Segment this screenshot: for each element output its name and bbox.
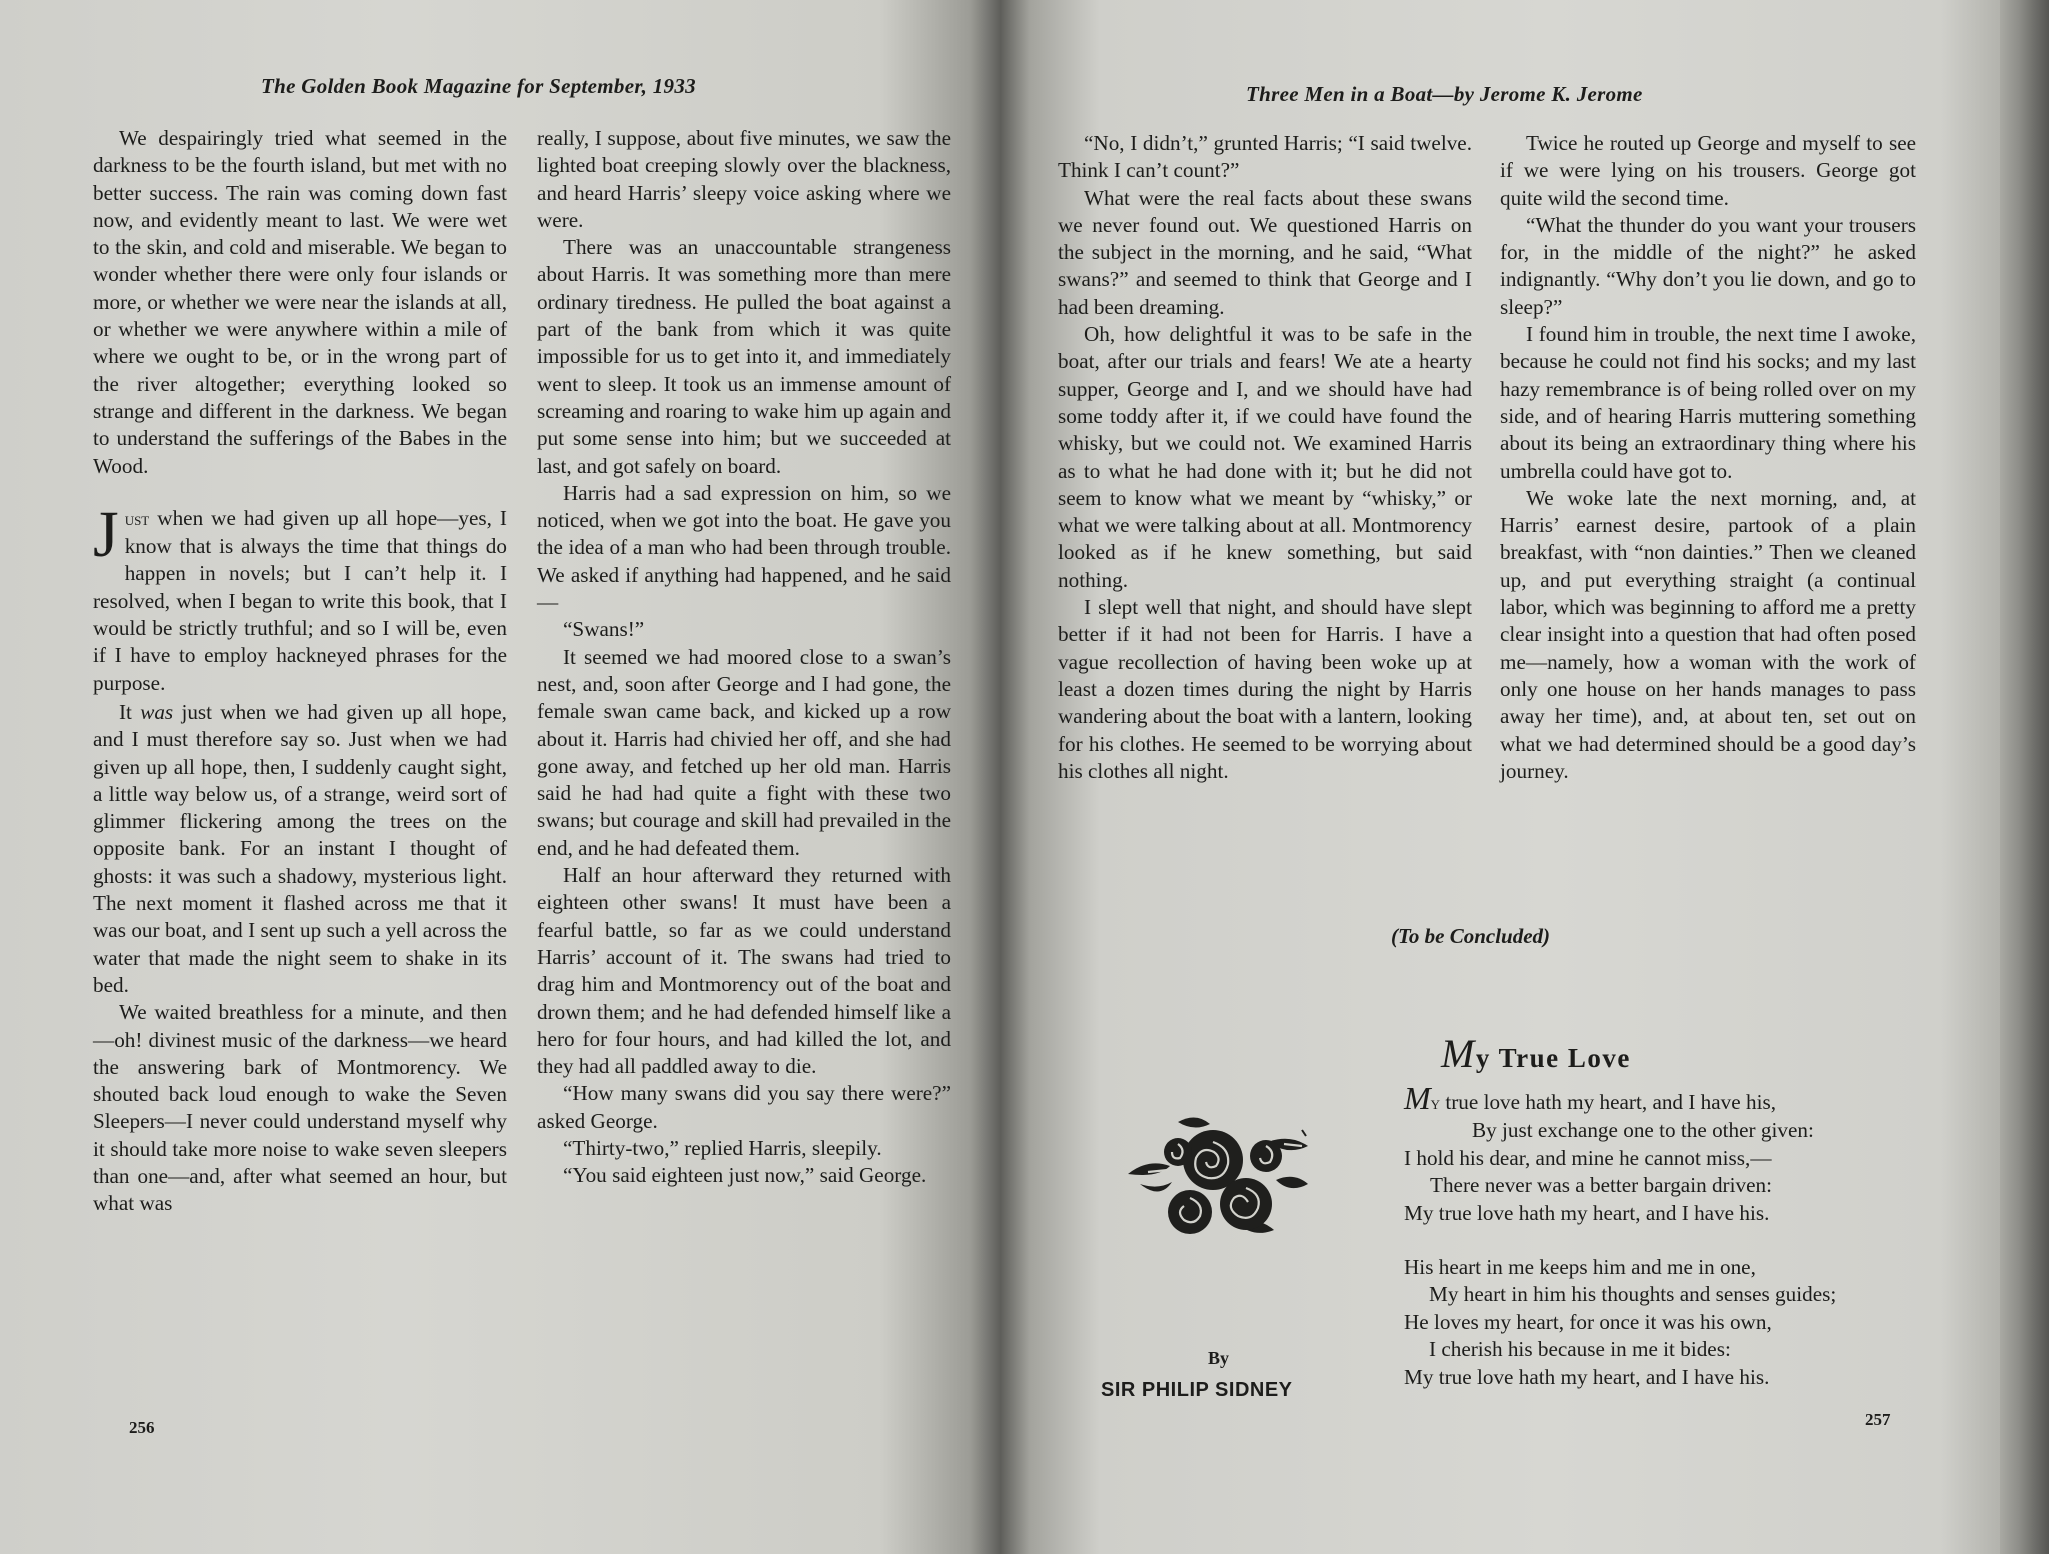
paragraph: I slept well that night, and should have slept better if it had not been for Harris. I have a vague recollection of having been woke up at least a dozen times during the night by Harris wandering about the boat with a lantern, looking for his clothes. He seemed to be worrying about his clothes all night. [1058,595,1472,783]
paragraph: It seemed we had moored close to a swan’s nest, and, soon after George and I had gone, the female swan came back, and kicked up a row about it. Harris had chivied her off, and she had gone away, and fetched up her old man. Harris said he had had quite a fight with these two swans; but courage and skill had prevailed in the end, and he had defeated them. [537,644,951,860]
paragraph: Half an hour afterward they returned with eighteen other swans! It must have been a fearful battle, so far as we could understand Harris’ account of it. The swans had tried to drag him and Montmorency out of the boat and drown them; and he had defended himself like a hero for four hours, and had killed the lot, and they had all paddled away to die. [537,863,951,1079]
paragraph: We woke late the next morning, and, at Harris’ earnest desire, partook of a plain breakfast, with “non dainties.” Then we cleaned up, and put everything straight (a continual labor, which was beginning to afford me a pretty clear insight into a question that had often posed me—namely, how a woman with the work of only one house on her hands manages to pass away her time), and, at about ten, set out on what we had determined should be a good day’s journey. [1500,485,1916,783]
paragraph-rest: just when we had given up all hope, and I must therefore say so. Just when we had given up all hope, then, I suddenly caught sight, a little way below us, of a strange, weird sort of glimmer flickering among the trees on the opposite bank. For an instant I thought of ghosts: it was such a shadowy, mysterious light. The next moment it flashed across me that it was our boat, and I sent up such a yell across the water that made the night seem to shake in its bed. [93,699,507,997]
poem-title-initial: M [1441,1031,1476,1076]
poem-line: My true love hath my heart, and I have his. [1404,1200,1770,1225]
poem-initial: M [1404,1080,1431,1116]
poem-line [1404,1080,1836,1117]
rose-bouquet-icon [1118,1112,1318,1257]
poem-line: He loves my heart, for once it was his own, [1404,1309,1772,1334]
left-column-2 [537,125,951,1190]
paragraph: There was an unaccountable strangeness about Harris. It was something more than mere ordinary tiredness. He pulled the boat against a part of the bank from which it was quite impossible for us to get into it, and immediately went to sleep. It took us an immense amount of screaming and roaring to wake him up again and put some sense into him; but we succeeded at last, and got safely on board. [537,235,951,478]
paragraph: really, I suppose, about five minutes, we saw the lighted boat creeping slowly over the blackness, and heard Harris’ sleepy voice asking where we were. [537,126,951,232]
paragraph [93,699,507,999]
left-page [0,0,1000,1554]
paragraph: “You said eighteen just now,” said George. [563,1163,927,1188]
left-running-head: The Golden Book Magazine for September, 1933 [261,74,696,98]
poem-line: By just exchange one to the other given: [1472,1118,1814,1143]
poem-line: His heart in me keeps him and me in one, [1404,1255,1756,1280]
paragraph: Harris had a sad expression on him, so we noticed, when we got into the boat. He gave you the idea of a man who had been through trouble. We asked if anything had happened, and he said— [537,480,951,615]
poem-title-text: y True Love [1475,1043,1631,1073]
paragraph: Oh, how delightful it was to be safe in the boat, after our trials and fears! We ate a hearty supper, George and I, and we should have had some toddy after it, if we could have found the whisky, but we could not. We examined Harris as to what he had done with it; but he did not seem to know what we meant by “whisky,” or what we were talking about at all. Montmorency looked as if he knew something, but said nothing. [1058,322,1472,592]
paragraph: We despairingly tried what seemed in the darkness to be the fourth island, but met with no better success. The rain was coming down fast now, and evidently meant to last. We were wet to the skin, and cold and miserable. We began to wonder whether there were only four islands or more, or whether we were near the islands at all, or whether we were anywhere within a mile of where we ought to be, or in the wrong part of the river altogether; everything looked so strange and different in the darkness. We began to understand the sufferings of the Babes in the Wood. [93,126,507,478]
right-running-head: Three Men in a Boat—by Jerome K. Jerome [1246,82,1643,106]
paragraph-start: It [119,699,141,724]
poem-line: I cherish his because in me it bides: [1429,1337,1731,1362]
paragraph: Twice he routed up George and myself to see if we were lying on his trousers. George got quite wild the second time. [1500,131,1916,210]
poem-body [1404,1080,1837,1391]
paragraph: “Thirty-two,” replied Harris, sleepily. [563,1135,882,1160]
paragraph: We waited breathless for a minute, and then—oh! divinest music of the darkness—we heard the answering bark of Montmorency. We shouted back loud enough to wake the Seven Sleepers—I never could understand myself why it should take more noise to wake seven sleepers than one—and, after what seemed an hour, but what was [93,1000,507,1216]
paragraph: “How many swans did you say there were?” asked George. [537,1081,951,1133]
poem-initial-smallcaps: y [1430,1093,1441,1114]
dropcap-letter: J [93,497,119,571]
page-edge [2000,0,2049,1554]
poem-line: I hold his dear, and mine he cannot miss,— [1404,1145,1772,1170]
dropcap-smallcaps: ust [124,508,150,530]
byline-by: By [1208,1348,1230,1368]
poem-line: My heart in him his thoughts and senses guides; [1429,1282,1837,1307]
right-column-1 [1058,130,1472,785]
dropcap-paragraph [93,497,507,697]
author-name: SIR PHILIP SIDNEY [1101,1379,1293,1401]
paragraph: I found him in trouble, the next time I awoke, because he could not find his socks; and my last hazy remembrance is of being rolled over on my side, and of hearing Harris muttering something about its being an extraordinary thing where his umbrella could have got to. [1500,322,1916,483]
poem-line-text: true love hath my heart, and I have his, [1440,1090,1776,1114]
right-column-2 [1500,130,1916,785]
dropcap-paragraph-text: when we had given up all hope—yes, I know that is always the time that things do happen in novels; but I can’t help it. I resolved, when I began to write this book, that I would be strictly truthful; and so I will be, even if I have to employ hackneyed phrases for the purpose. [93,505,507,695]
poem-title [1441,1030,1631,1077]
paragraph: “Swans!” [563,617,645,642]
to-be-concluded-note: (To be Concluded) [1391,924,1551,948]
paragraph: “No, I didn’t,” grunted Harris; “I said twelve. Think I can’t count?” [1058,131,1472,183]
paragraph: “What the thunder do you want your trousers for, in the middle of the night?” he asked indignantly. “Why don’t you lie down, and go to sleep?” [1500,212,1916,319]
right-page-number: 257 [1865,1410,1891,1429]
paragraph: What were the real facts about these swans we never found out. We questioned Harris on the subject in the morning, and he said, “What swans?” and seemed to think that George and I had been dreaming. [1058,185,1472,319]
poem-line: There never was a better bargain driven: [1430,1173,1772,1198]
stanza-break [1404,1227,1836,1254]
poem-line: My true love hath my heart, and I have his. [1404,1364,1770,1389]
emphasis-text: was [140,699,174,724]
left-page-number: 256 [129,1418,155,1437]
right-page [1000,0,2000,1554]
left-column-1 [93,125,507,1218]
